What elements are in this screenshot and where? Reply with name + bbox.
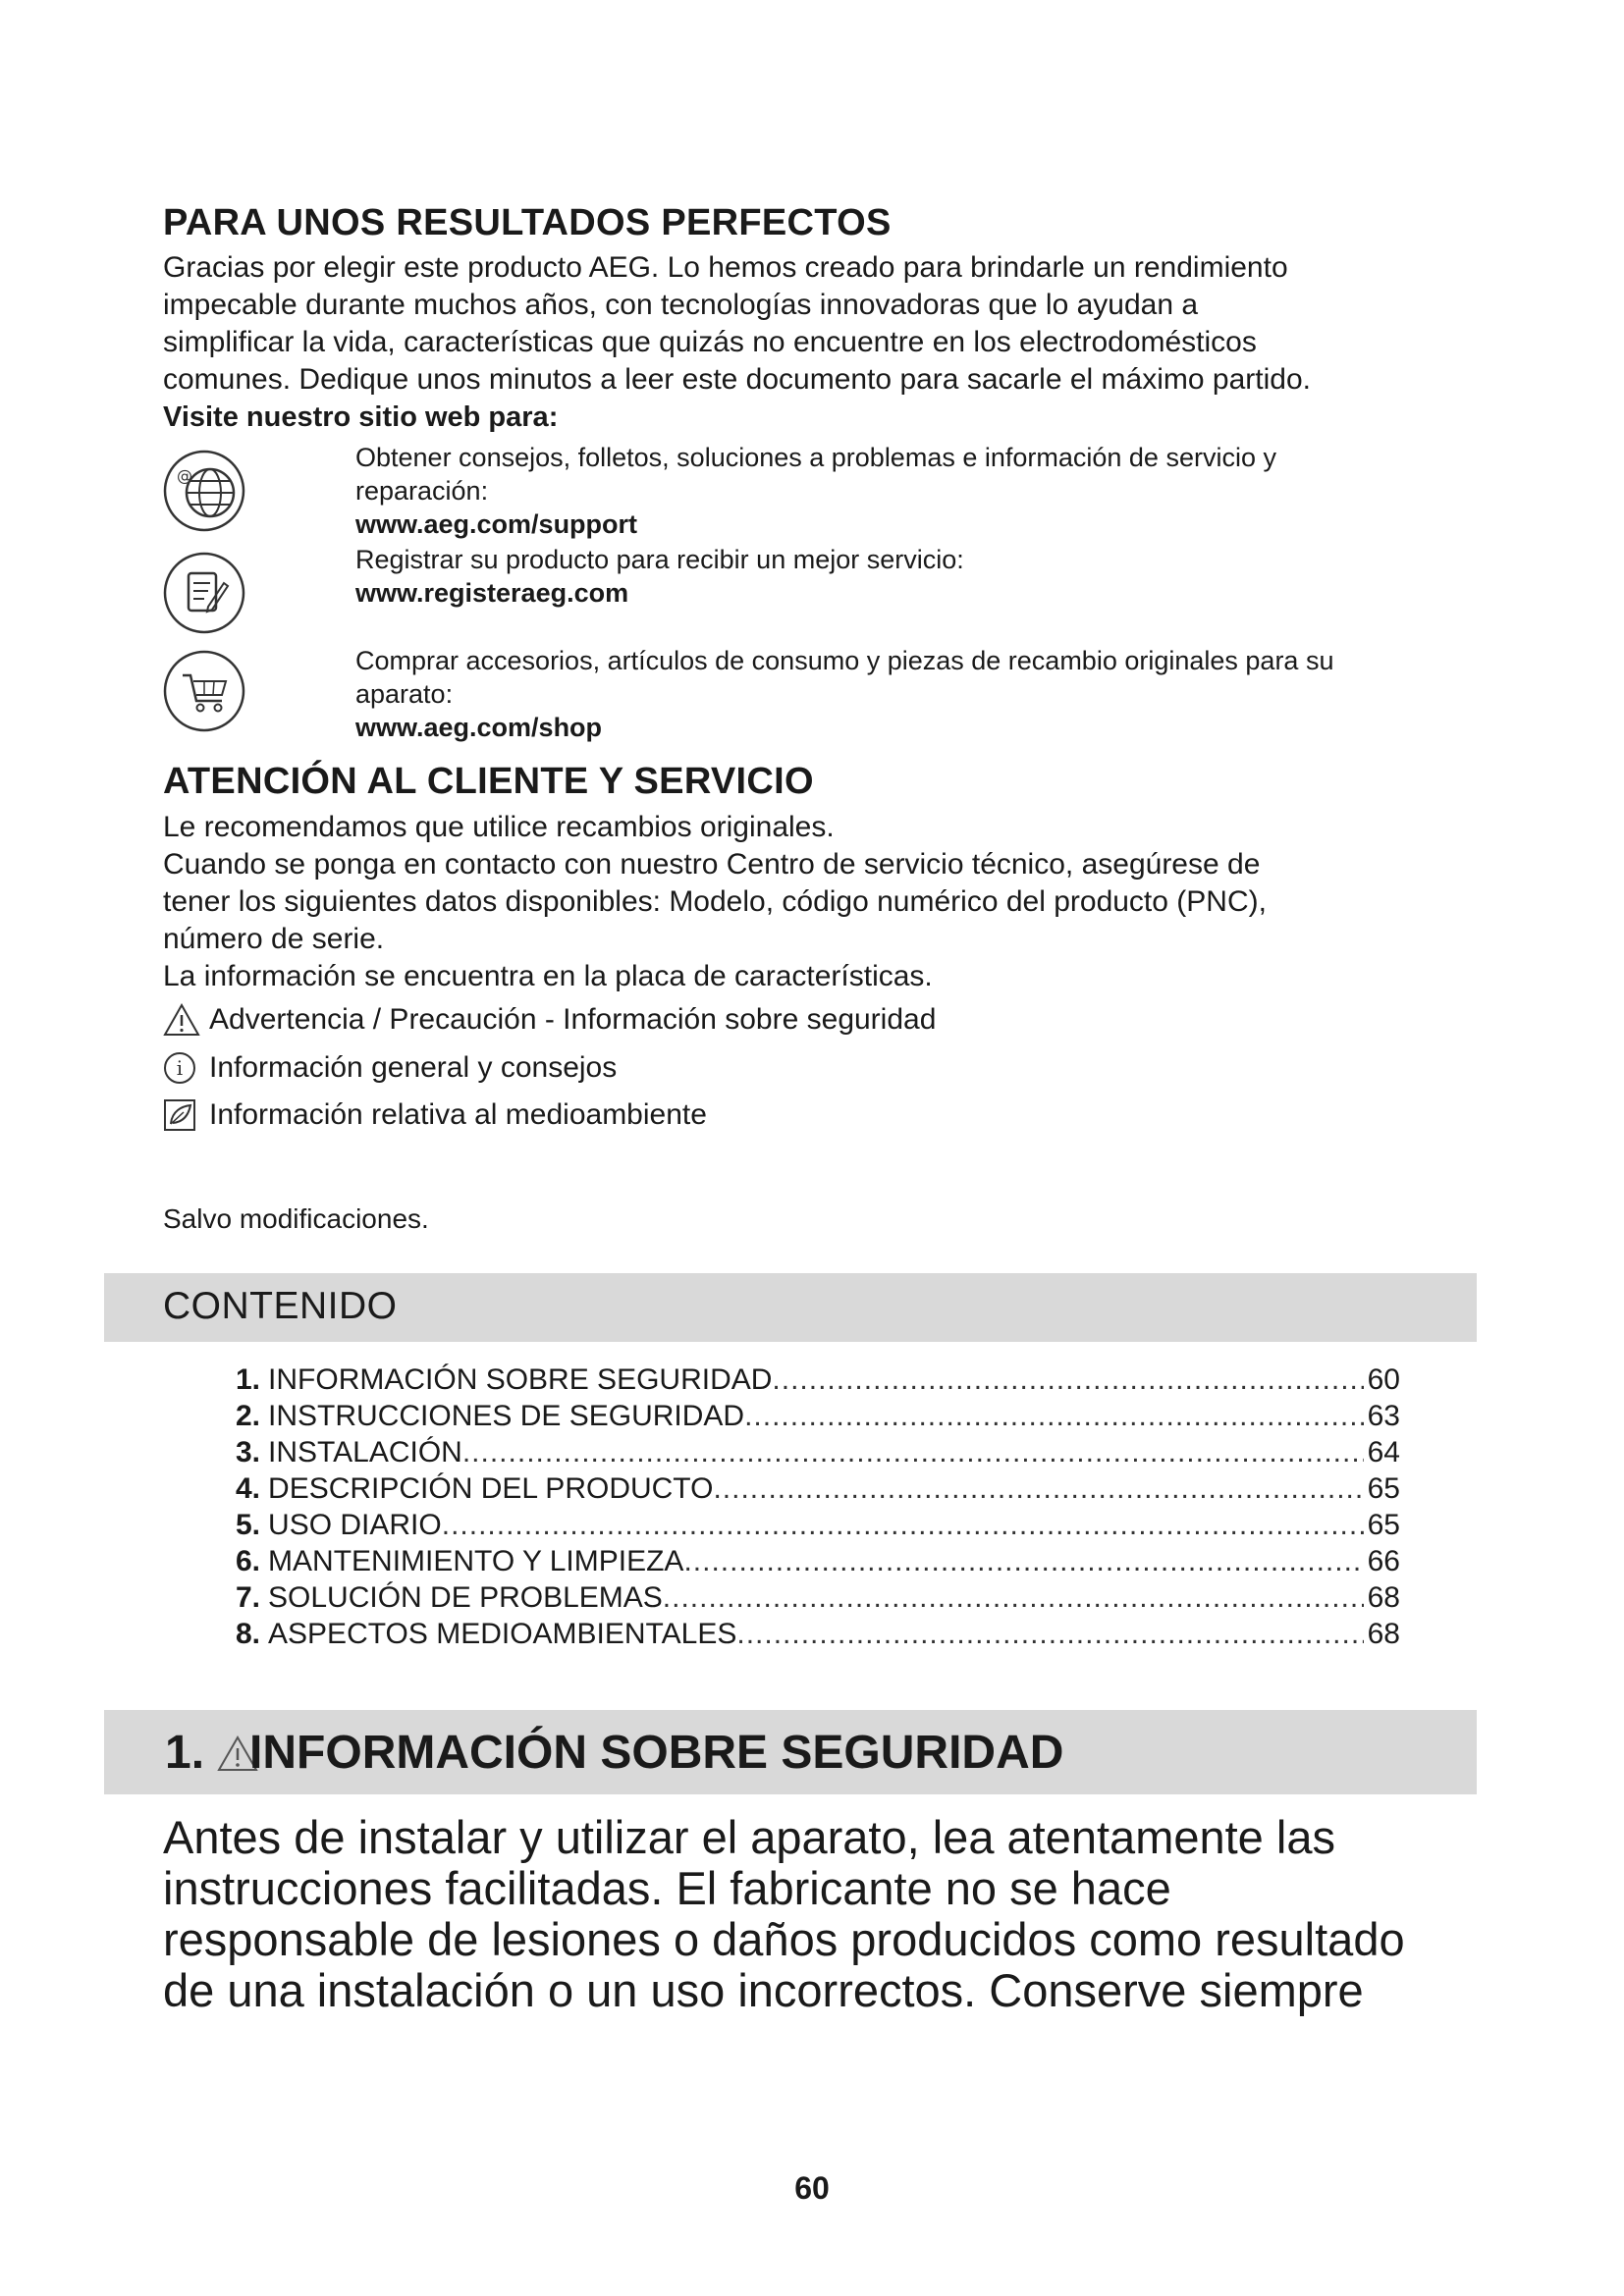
customer-service-body xyxy=(163,809,1538,995)
toc-num: 6. xyxy=(236,1545,261,1577)
visit-label: Visite nuestro sitio web para: xyxy=(163,401,559,433)
disclaimer: Salvo modificaciones. xyxy=(163,1203,429,1234)
toc-item[interactable] xyxy=(236,1543,1400,1579)
toc-page: 65 xyxy=(1367,1472,1400,1505)
legend-environment xyxy=(162,1097,707,1133)
toc-item[interactable] xyxy=(236,1579,1400,1616)
globe-icon xyxy=(161,448,247,534)
register-link[interactable]: www.registeraeg.com xyxy=(355,578,629,608)
shopping-cart-icon xyxy=(161,648,247,734)
legend-info xyxy=(162,1050,617,1086)
toc-page: 68 xyxy=(1367,1581,1400,1614)
toc-leader xyxy=(442,1507,1364,1543)
section1-heading xyxy=(165,1726,1063,1780)
service-text: Obtener consejos, folletos, soluciones a problemas e información de servicio y xyxy=(355,443,1276,472)
service-text: aparato: xyxy=(355,679,454,709)
toc-num: 1. xyxy=(236,1363,261,1396)
intro-line: comunes. Dedique unos minutos a leer este documento para sacarle el máximo partido. xyxy=(163,363,1311,396)
intro-body xyxy=(163,249,1538,436)
toc-num: 3. xyxy=(236,1436,261,1468)
legend-text: Información relativa al medioambiente xyxy=(209,1098,707,1131)
support-link[interactable]: www.aeg.com/support xyxy=(355,509,638,539)
toc-title: INSTRUCCIONES DE SEGURIDAD xyxy=(268,1400,745,1432)
service-support xyxy=(355,441,1465,541)
toc-item[interactable] xyxy=(236,1616,1400,1652)
service-text: reparación: xyxy=(355,476,489,506)
toc-title: INSTALACIÓN xyxy=(268,1436,462,1468)
legend-text: Advertencia / Precaución - Información sobre seguridad xyxy=(209,1003,937,1036)
toc-num: 4. xyxy=(236,1472,261,1505)
service-text: Comprar accesorios, artículos de consumo y piezas de recambio originales para su xyxy=(355,646,1334,675)
toc-num: 8. xyxy=(236,1618,261,1650)
svg-text:@: @ xyxy=(177,466,192,485)
toc-header-band xyxy=(104,1273,1477,1342)
toc-num: 2. xyxy=(236,1400,261,1432)
toc-page: 60 xyxy=(1367,1363,1400,1396)
toc-leader xyxy=(683,1543,1363,1579)
service-register xyxy=(355,543,1465,610)
toc-title: MANTENIMIENTO Y LIMPIEZA xyxy=(268,1545,684,1577)
toc-leader xyxy=(713,1470,1363,1507)
toc-item[interactable] xyxy=(236,1507,1400,1543)
section1-line: instrucciones facilitadas. El fabricante no se hace xyxy=(163,1862,1171,1914)
legend-warning xyxy=(162,1002,936,1038)
service-text: Registrar su producto para recibir un mejor servicio: xyxy=(355,545,964,574)
cs-line: Cuando se ponga en contacto con nuestro Centro de servicio técnico, asegúrese de xyxy=(163,848,1261,881)
customer-service-heading: ATENCIÓN AL CLIENTE Y SERVICIO xyxy=(163,761,814,802)
toc-page: 66 xyxy=(1367,1545,1400,1577)
section1-header-band xyxy=(104,1710,1477,1794)
intro-heading: PARA UNOS RESULTADOS PERFECTOS xyxy=(163,202,892,243)
toc-leader xyxy=(744,1398,1364,1434)
register-icon xyxy=(161,550,247,636)
service-shop xyxy=(355,644,1465,744)
toc-leader xyxy=(663,1579,1364,1616)
toc-title: USO DIARIO xyxy=(268,1509,442,1541)
intro-line: Gracias por elegir este producto AEG. Lo hemos creado para brindarle un rendimiento xyxy=(163,251,1288,284)
toc-leader xyxy=(462,1434,1364,1470)
shop-link[interactable]: www.aeg.com/shop xyxy=(355,713,603,742)
info-icon xyxy=(162,1050,201,1086)
toc-title: SOLUCIÓN DE PROBLEMAS xyxy=(268,1581,663,1614)
legend-text: Información general y consejos xyxy=(209,1051,618,1084)
toc-item[interactable] xyxy=(236,1470,1400,1507)
svg-text:i: i xyxy=(176,1056,184,1080)
toc-num: 5. xyxy=(236,1509,261,1541)
cs-line: tener los siguientes datos disponibles: Modelo, código numérico del producto (PNC), xyxy=(163,885,1267,918)
toc-title: ASPECTOS MEDIOAMBIENTALES xyxy=(268,1618,737,1650)
toc-page: 64 xyxy=(1367,1436,1400,1468)
toc-leader xyxy=(736,1616,1363,1652)
toc-item[interactable] xyxy=(236,1398,1400,1434)
toc-heading: CONTENIDO xyxy=(163,1285,398,1327)
page-number: 60 xyxy=(794,2170,830,2206)
cs-line: número de serie. xyxy=(163,923,385,955)
toc-page: 65 xyxy=(1367,1509,1400,1541)
toc-num: 7. xyxy=(236,1581,261,1614)
section1-title: INFORMACIÓN SOBRE SEGURIDAD xyxy=(249,1727,1064,1779)
toc-leader xyxy=(772,1362,1363,1398)
section1-line: Antes de instalar y utilizar el aparato, lea atentamente las xyxy=(163,1811,1335,1863)
toc-title: DESCRIPCIÓN DEL PRODUCTO xyxy=(268,1472,714,1505)
section1-line: responsable de lesiones o daños producidos como resultado xyxy=(163,1913,1405,1965)
warning-icon xyxy=(162,1002,201,1038)
environment-icon xyxy=(162,1097,201,1133)
toc-page: 68 xyxy=(1367,1618,1400,1650)
intro-line: impecable durante muchos años, con tecnologías innovadoras que lo ayudan a xyxy=(163,289,1199,321)
toc-item[interactable] xyxy=(236,1362,1400,1398)
toc-page: 63 xyxy=(1367,1400,1400,1432)
section1-number: 1. xyxy=(165,1727,205,1779)
toc-item[interactable] xyxy=(236,1434,1400,1470)
cs-line: La información se encuentra en la placa de características. xyxy=(163,960,933,992)
toc-title: INFORMACIÓN SOBRE SEGURIDAD xyxy=(268,1363,773,1396)
cs-line: Le recomendamos que utilice recambios originales. xyxy=(163,811,835,843)
section1-line: de una instalación o un uso incorrectos. Conserve siempre xyxy=(163,1964,1364,2016)
intro-line: simplificar la vida, características que quizás no encuentre en los electrodomésticos xyxy=(163,326,1257,358)
section1-body xyxy=(163,1812,1498,2016)
